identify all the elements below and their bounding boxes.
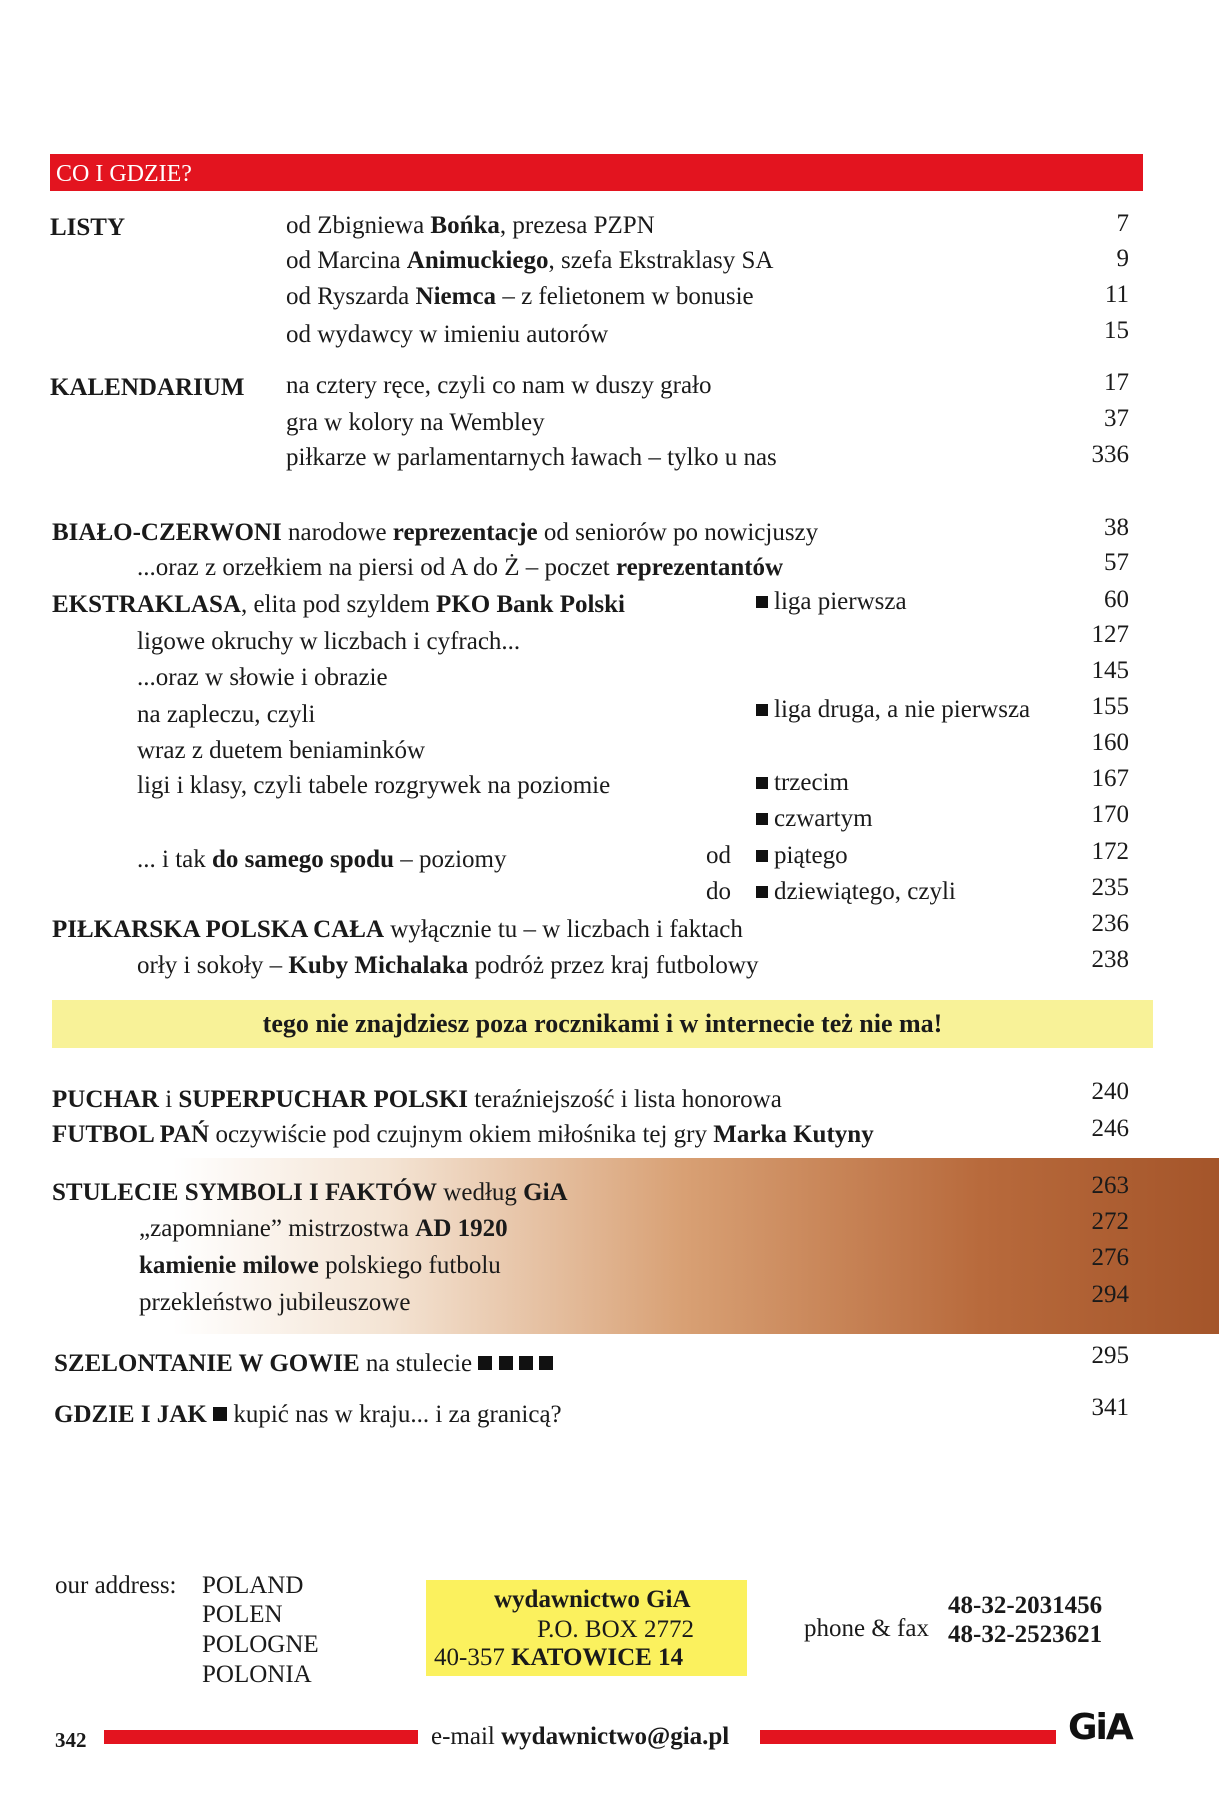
row-text: liga druga, a nie pierwsza [774, 696, 1031, 723]
page-number: 276 [1091, 1244, 1129, 1271]
level-czwartym [756, 804, 873, 834]
square-bullet-icon [756, 596, 768, 608]
listy-row [286, 211, 655, 241]
phone-number: 48-32-2031456 [948, 1592, 1103, 1619]
phone-label: phone & fax [804, 1615, 929, 1642]
listy-row [286, 282, 754, 312]
page-number: 341 [1091, 1394, 1129, 1421]
kalendarium-label: KALENDARIUM [50, 374, 245, 401]
section-title: SZELONTANIE W GOWIE [54, 1350, 360, 1377]
page-number: 155 [1091, 693, 1129, 720]
row-text: dziewiątego, czyli [774, 878, 956, 905]
listy-label: LISTY [50, 214, 126, 241]
liga-pierwsza [756, 587, 907, 617]
section-title: SUPERPUCHAR POLSKI [178, 1086, 469, 1113]
row-text: od wydawcy w imieniu autorów [286, 321, 609, 348]
section-title: BIAŁO-CZERWONI [52, 519, 282, 546]
row-text: liga pierwsza [774, 588, 907, 615]
bialo-czerwoni-subrow [137, 553, 783, 583]
row-bold-word: PKO Bank Polski [436, 591, 625, 618]
page-number: 60 [1104, 586, 1129, 613]
row-text: polskiego futbolu [318, 1252, 501, 1279]
row-text: od seniorów po nowicjuszy [537, 519, 819, 546]
square-bullet-icon [756, 886, 768, 898]
section-title: STULECIE SYMBOLI I FAKTÓW [52, 1179, 438, 1206]
row-text: – poziomy [394, 846, 507, 873]
stulecie-subrow: przekleństwo jubileuszowe [139, 1289, 411, 1316]
page-number: 15 [1104, 317, 1129, 344]
row-bold-word: do samego spodu [212, 846, 394, 873]
section-title: EKSTRAKLASA [52, 591, 241, 618]
page-number: 145 [1091, 657, 1129, 684]
row-bold-name: Niemca [415, 283, 497, 310]
country-name: POLAND [202, 1572, 304, 1599]
page-number: 236 [1091, 910, 1129, 937]
phone-number: 48-32-2523621 [948, 1621, 1103, 1648]
page-number: 38 [1104, 514, 1129, 541]
pilkarska-row [52, 915, 743, 945]
page-number: 167 [1091, 765, 1129, 792]
page-number: 272 [1091, 1208, 1129, 1235]
highlight-banner-text: tego nie znajdziesz poza rocznikami i w internecie też nie ma! [262, 1009, 943, 1038]
address-label: our address: [55, 1572, 177, 1599]
pilkarska-subrow [137, 951, 759, 981]
row-text: i [158, 1086, 179, 1113]
range-do: do [706, 878, 731, 905]
stulecie-subrow [139, 1214, 508, 1244]
row-text: piątego [774, 842, 848, 869]
page-number: 7 [1116, 210, 1129, 237]
country-name: POLONIA [202, 1661, 312, 1688]
section-title: GDZIE I JAK [54, 1401, 207, 1428]
row-bold-name: Bońka [430, 212, 500, 239]
email-label: e-mail [431, 1723, 495, 1750]
listy-row [286, 320, 608, 350]
row-text: na stulecie [359, 1350, 473, 1377]
page-number: 294 [1091, 1281, 1129, 1308]
postal-code-city [434, 1643, 683, 1673]
kalendarium-row: gra w kolory na Wembley [286, 409, 545, 436]
row-text: , prezesa PZPN [499, 212, 655, 239]
stulecie-subrow [139, 1251, 501, 1281]
gdzie-i-jak-row [54, 1400, 562, 1430]
square-bullet-icon [756, 850, 768, 862]
postal-code: 40-357 [434, 1644, 505, 1671]
row-text: oczywiście pod czujnym okiem miłośnika tej gry [209, 1121, 714, 1148]
szelontanie-row [54, 1349, 553, 1379]
section-title: PIŁKARSKA POLSKA CAŁA [52, 916, 385, 943]
page-number: 57 [1104, 549, 1129, 576]
range-od: od [706, 842, 731, 869]
row-bold-word: kamienie milowe [139, 1252, 319, 1279]
row-text: od Zbigniewa [286, 212, 431, 239]
page-number: 160 [1091, 729, 1129, 756]
row-bold-word: Kuby Michalaka [288, 952, 469, 979]
section-title: FUTBOL PAŃ [52, 1121, 210, 1148]
page-number: 11 [1104, 281, 1129, 308]
page-number-footer: 342 [55, 1728, 87, 1752]
ekstraklasa-subrow: ligowe okruchy w liczbach i cyfrach... [137, 628, 521, 655]
page-number: 9 [1116, 245, 1129, 272]
gia-logo: GiA [1068, 1707, 1132, 1748]
square-icon [499, 1356, 513, 1370]
row-text: podróż przez kraj futbolowy [468, 952, 759, 979]
ekstraklasa-subrow: wraz z duetem beniaminków [137, 737, 426, 764]
ekstraklasa-row [52, 590, 625, 620]
page-number: 170 [1091, 801, 1129, 828]
row-text: , szefa Ekstraklasy SA [548, 247, 774, 274]
bialo-czerwoni-row [52, 518, 818, 548]
square-icon [519, 1356, 533, 1370]
row-text: trzecim [774, 769, 849, 796]
row-text: kupić nas w kraju... i za granicą? [233, 1401, 562, 1428]
section-header-title: CO I GDZIE? [56, 161, 192, 187]
square-icon [478, 1356, 492, 1370]
page-number: 238 [1091, 946, 1129, 973]
row-text: teraźniejszość i lista honorowa [468, 1086, 782, 1113]
ekstraklasa-subrow: ligi i klasy, czyli tabele rozgrywek na poziomie [137, 772, 611, 799]
square-icon [539, 1356, 553, 1370]
row-text: narodowe [281, 519, 393, 546]
square-icon [213, 1407, 227, 1421]
row-bold-word: reprezentacje [392, 519, 538, 546]
page-number: 246 [1091, 1115, 1129, 1142]
page-number: 235 [1091, 874, 1129, 901]
row-bold-word: AD 1920 [415, 1215, 508, 1242]
page-number: 240 [1091, 1078, 1129, 1105]
row-text: , elita pod szyldem [240, 591, 437, 618]
row-text: czwartym [774, 805, 873, 832]
page-number: 295 [1091, 1342, 1129, 1369]
row-text: wyłącznie tu – w liczbach i faktach [384, 916, 743, 943]
ekstraklasa-subrow: na zapleczu, czyli [137, 701, 316, 728]
email-line [431, 1722, 729, 1752]
row-text: – z felietonem w bonusie [496, 283, 754, 310]
kalendarium-row: piłkarze w parlamentarnych ławach – tylko u nas [286, 444, 777, 471]
row-text: od Ryszarda [286, 283, 416, 310]
city: KATOWICE 14 [511, 1644, 684, 1671]
ekstraklasa-subrow [137, 845, 507, 875]
page-number: 172 [1091, 838, 1129, 865]
row-bold-word: GiA [523, 1179, 568, 1206]
row-text: „zapomniane” mistrzostwa [139, 1215, 416, 1242]
page-number: 263 [1091, 1172, 1129, 1199]
footer-red-strip [760, 1730, 1056, 1744]
row-bold-word: reprezentantów [616, 554, 784, 581]
country-name: POLOGNE [202, 1631, 319, 1658]
page-number: 37 [1104, 405, 1129, 432]
row-bold-word: Marka Kutyny [713, 1121, 874, 1148]
page-number: 127 [1091, 621, 1129, 648]
futbol-pan-row [52, 1120, 874, 1150]
publisher-name: wydawnictwo GiA [494, 1586, 691, 1613]
level-dziewiatego [756, 877, 956, 907]
section-title: PUCHAR [52, 1086, 159, 1113]
page-number: 17 [1104, 369, 1129, 396]
row-text: od Marcina [286, 247, 407, 274]
square-bullet-icon [756, 777, 768, 789]
row-text: ...oraz z orzełkiem na piersi od A do Ż – poczet [137, 554, 617, 581]
puchar-row [52, 1085, 782, 1115]
ekstraklasa-subrow: ...oraz w słowie i obrazie [137, 664, 388, 691]
po-box: P.O. BOX 2772 [537, 1616, 694, 1643]
listy-row [286, 246, 773, 276]
level-trzecim [756, 768, 849, 798]
row-bold-name: Animuckiego [406, 247, 549, 274]
country-name: POLEN [202, 1601, 283, 1628]
kalendarium-row: na cztery ręce, czyli co nam w duszy grało [286, 372, 712, 399]
square-bullet-icon [756, 704, 768, 716]
row-text: ... i tak [137, 846, 212, 873]
section-header-bar [50, 154, 1143, 191]
stulecie-row [52, 1178, 568, 1208]
page-number: 336 [1091, 441, 1129, 468]
liga-druga [756, 695, 1030, 725]
square-bullet-icon [756, 813, 768, 825]
email-address[interactable]: wydawnictwo@gia.pl [501, 1723, 730, 1750]
row-text: orły i sokoły – [137, 952, 289, 979]
footer-red-strip [104, 1730, 418, 1744]
row-text: według [437, 1179, 524, 1206]
level-piatego [756, 841, 848, 871]
